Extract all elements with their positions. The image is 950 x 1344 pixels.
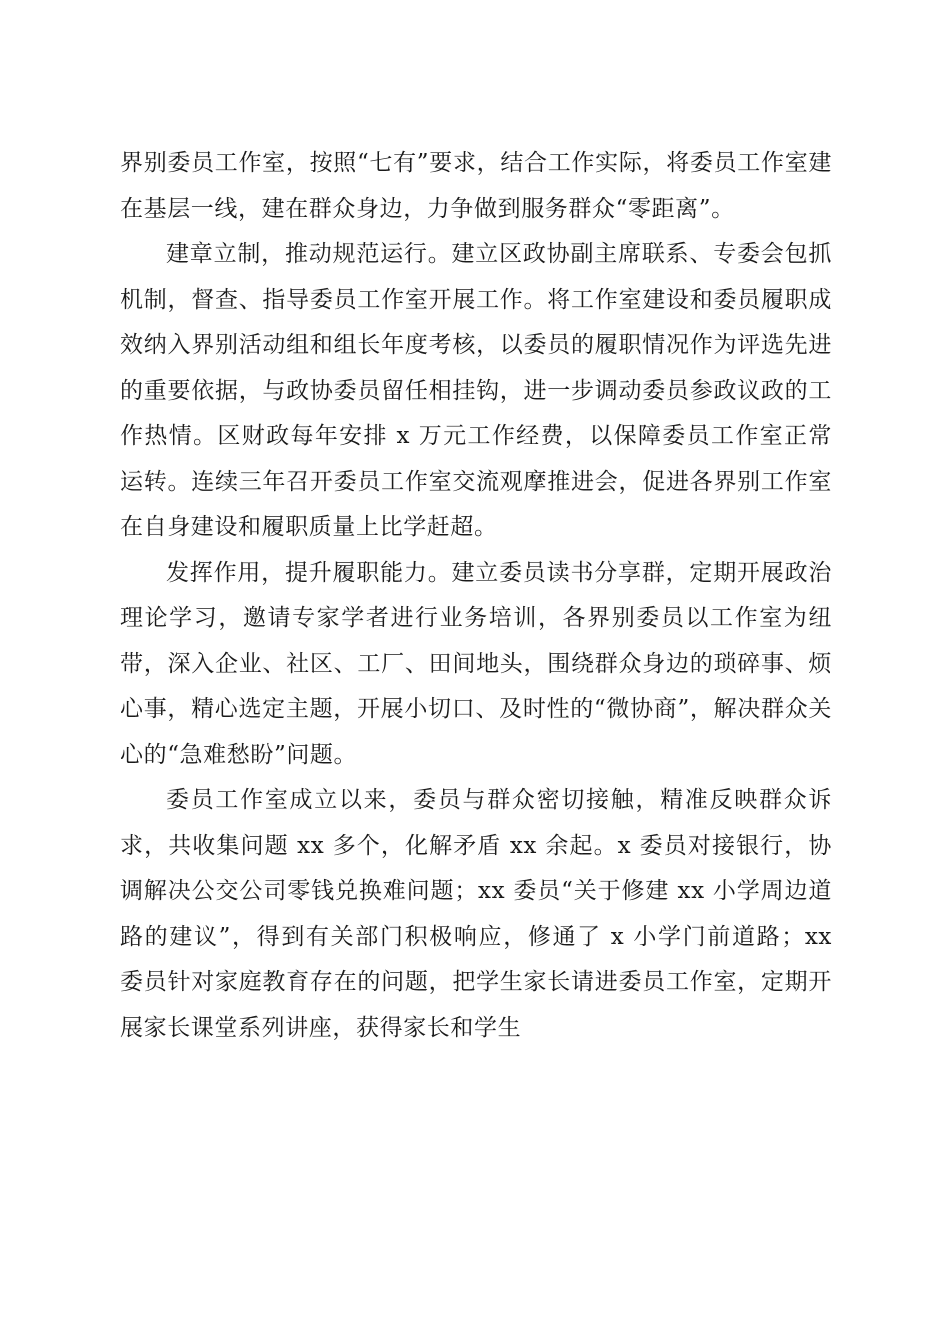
paragraph-achievements: 委员工作室成立以来，委员与群众密切接触，精准反映群众诉求，共收集问题 xx 多个，化解矛盾 xx 余起。x 委员对接银行，协调解决公交公司零钱兑换难问题；xx 委员“关于修建 xx 小学周边道路的建议”，得到有关部门积极响应，修通了 x 小学门前道路；xx 委员针对家庭教育存在的问题，把学生家长请进委员工作室，定期开展家长课堂系列讲座，获得家长和学生 [120,787,832,1041]
paragraph-continuation: 界别委员工作室，按照“七有”要求，结合工作实际，将委员工作室建在基层一线，建在群众身边，力争做到服务群众“零距离”。 [120,150,832,222]
paragraph-rules-system: 建章立制，推动规范运行。建立区政协副主席联系、专委会包抓机制，督查、指导委员工作室开展工作。将工作室建设和委员履职成效纳入界别活动组和组长年度考核，以委员的履职情况作为评选先进的重要依据，与政协委员留任相挂钩，进一步调动委员参政议政的工作热情。区财政每年安排 x 万元工作经费，以保障委员工作室正常运转。连续三年召开委员工作室交流观摩推进会，促进各界别工作室在自身建设和履职质量上比学赶超。 [120,241,832,540]
document-body [120,141,832,1051]
paragraph-play-role: 发挥作用，提升履职能力。建立委员读书分享群，定期开展政治理论学习，邀请专家学者进行业务培训，各界别委员以工作室为纽带，深入企业、社区、工厂、田间地头，围绕群众身边的琐碎事、烦心事，精心选定主题，开展小切口、及时性的“微协商”，解决群众关心的“急难愁盼”问题。 [120,559,832,768]
